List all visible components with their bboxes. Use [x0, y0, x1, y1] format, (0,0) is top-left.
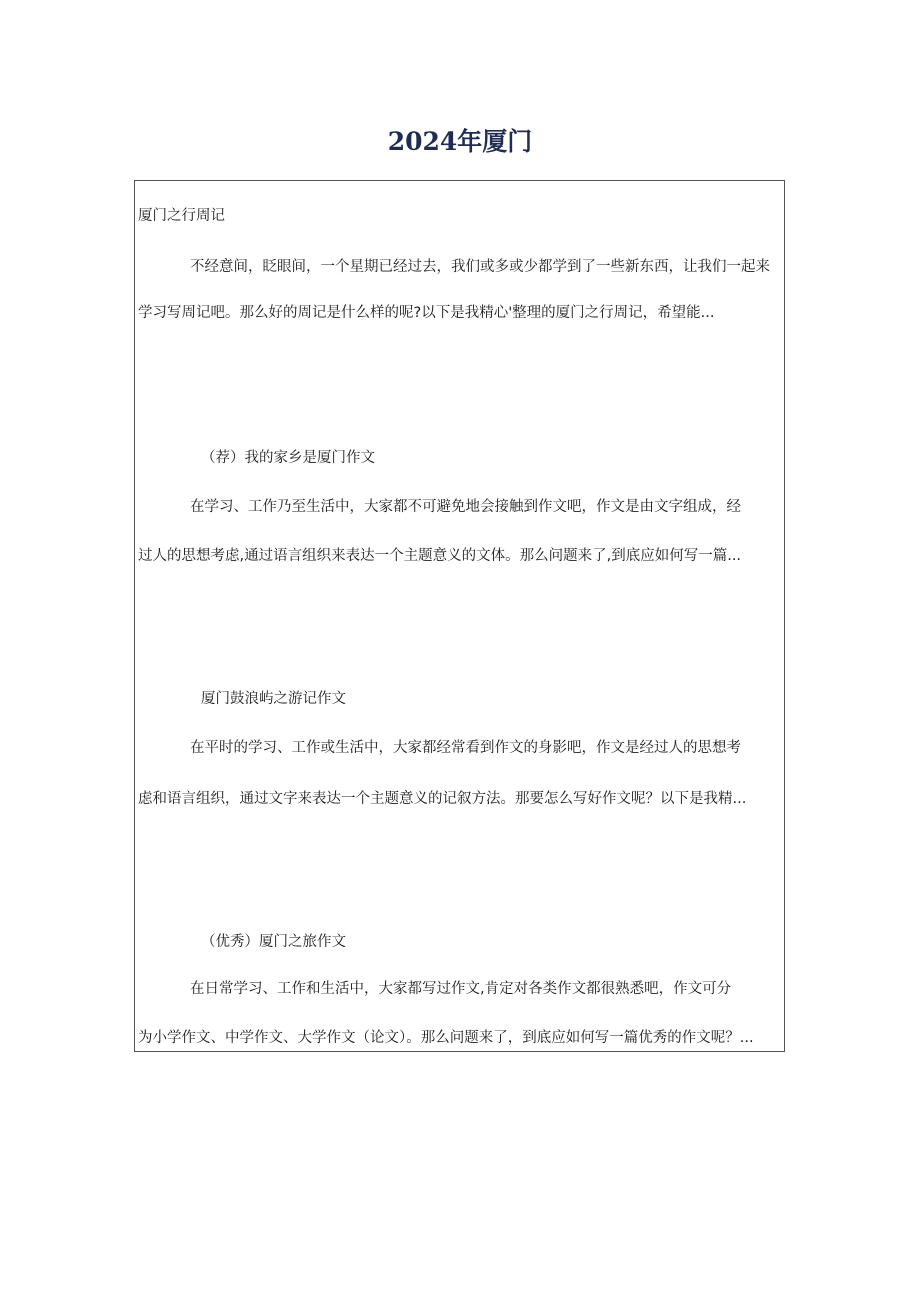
article-heading[interactable]: （优秀）厦门之旅作文	[201, 934, 346, 950]
article-heading[interactable]: 厦门之行周记	[138, 208, 225, 224]
article-excerpt-line: 在平时的学习、工作或生活中，大家都经常看到作文的身影吧，作文是经过人的思想考	[190, 740, 741, 756]
article-list-box	[134, 180, 785, 1052]
article-heading[interactable]: （荐）我的家乡是厦门作文	[201, 450, 375, 466]
document-title: 2024年厦门	[387, 127, 533, 156]
article-heading[interactable]: 厦门鼓浪屿之游记作文	[201, 691, 346, 707]
article-excerpt-line: 不经意间，眨眼间，一个星期已经过去，我们或多或少都学到了一些新东西，让我们一起来	[190, 259, 770, 275]
article-excerpt-line: 虑和语言组织，通过文字来表达一个主题意义的记叙方法。那要怎么写好作文呢？以下是我精...	[138, 791, 747, 807]
article-excerpt-line: 为小学作文、中学作文、大学作文（论文）。那么问题来了，到底应如何写一篇优秀的作文呢？...	[138, 1030, 754, 1046]
article-excerpt-line: 在学习、工作乃至生活中，大家都不可避免地会接触到作文吧，作文是由文字组成，经	[190, 499, 741, 515]
article-excerpt-line: 学习写周记吧。那么好的周记是什么样的呢?以下是我精心'整理的厦门之行周记，希望能...	[138, 305, 715, 321]
article-excerpt-line: 在日常学习、工作和生活中，大家都写过作文,肯定对各类作文都很熟悉吧，作文可分	[190, 981, 732, 997]
article-excerpt-line: 过人的思想考虑,通过语言组织来表达一个主题意义的文体。那么问题来了,到底应如何写一篇...	[138, 548, 742, 564]
